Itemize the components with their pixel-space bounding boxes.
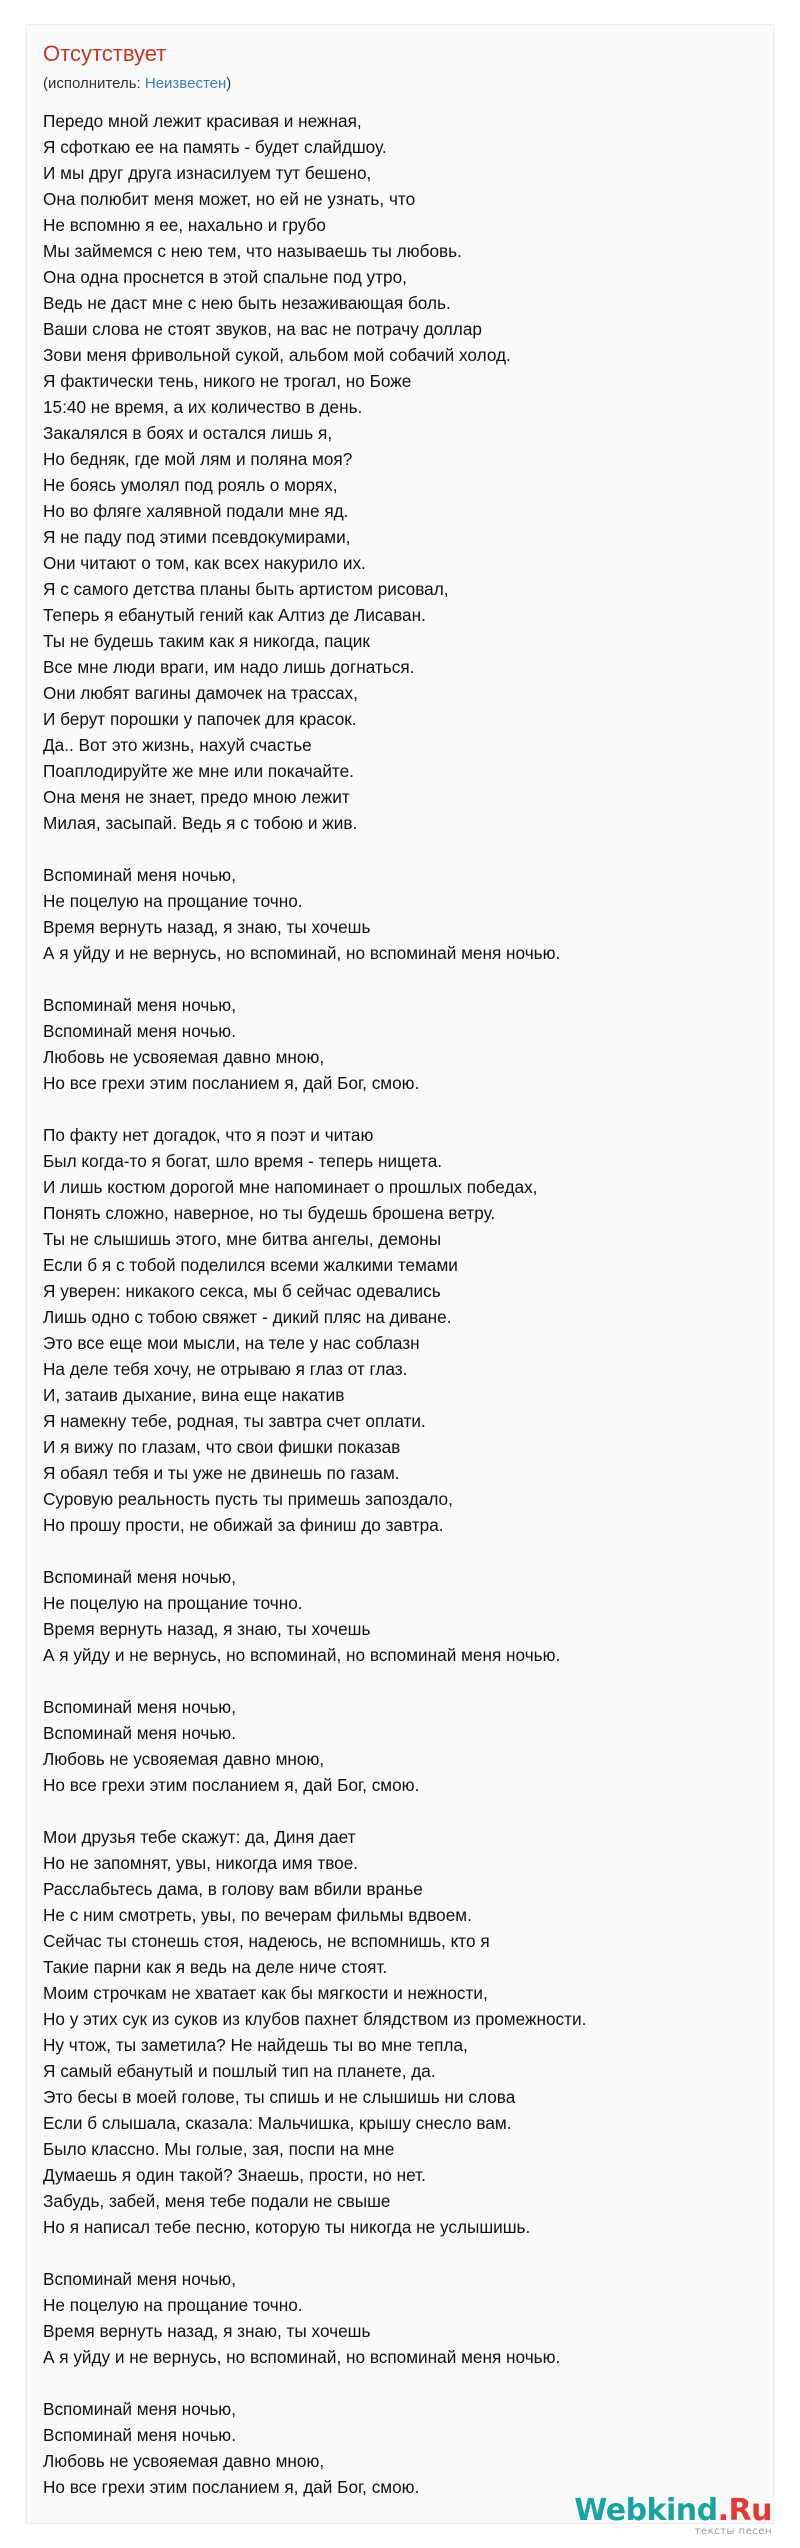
lyrics-line: Зови меня фривольной сукой, альбом мой собачий холод.	[43, 345, 511, 365]
lyrics-line: Ты не будешь таким как я никогда, пацик	[43, 631, 370, 651]
lyrics-line: Но все грехи этим посланием я, дай Бог, смою.	[43, 1775, 420, 1795]
lyrics-line: Вспоминай меня ночью.	[43, 1723, 236, 1743]
song-title: Отсутствует	[43, 41, 167, 66]
lyrics-line: Не боясь умолял под рояль о морях,	[43, 475, 338, 495]
lyrics-line: Не с ним смотреть, увы, по вечерам фильмы вдвоем.	[43, 1905, 472, 1925]
lyrics-line: Вспоминай меня ночью,	[43, 865, 236, 885]
lyrics-stanza	[43, 862, 768, 966]
lyrics-line: Ваши слова не стоят звуков, на вас не потрачу доллар	[43, 319, 482, 339]
lyrics-line: Время вернуть назад, я знаю, ты хочешь	[43, 917, 371, 937]
lyrics-line: Это бесы в моей голове, ты спишь и не слышишь ни слова	[43, 2087, 516, 2107]
logo-brand-main: Webkind	[574, 2493, 718, 2528]
lyrics-line: Но во фляге халявной подали мне яд.	[43, 501, 349, 521]
lyrics-line: А я уйду и не вернусь, но вспоминай, но вспоминай меня ночью.	[43, 1645, 561, 1665]
lyrics-line: Это все еще мои мысли, на теле у нас соблазн	[43, 1333, 420, 1353]
lyrics-line: Милая, засыпай. Ведь я с тобою и жив.	[43, 813, 358, 833]
lyrics-line: А я уйду и не вернусь, но вспоминай, но вспоминай меня ночью.	[43, 2347, 561, 2367]
lyrics-line: Но я написал тебе песню, которую ты никогда не услышишь.	[43, 2217, 531, 2237]
lyrics-line: Она одна проснется в этой спальне под утро,	[43, 267, 407, 287]
lyrics-line: Но бедняк, где мой лям и поляна моя?	[43, 449, 353, 469]
lyrics-line: Вспоминай меня ночью.	[43, 1021, 236, 1041]
lyrics-line: Мы займемся с нею тем, что называешь ты любовь.	[43, 241, 462, 261]
lyrics-line: Время вернуть назад, я знаю, ты хочешь	[43, 2321, 371, 2341]
stanza-gap	[43, 2240, 768, 2266]
lyrics-line: Любовь не усвояемая давно мною,	[43, 2451, 325, 2471]
logo-brand	[574, 2494, 772, 2528]
artist-link[interactable]: Неизвестен	[144, 75, 227, 92]
lyrics-line: Но не запомнят, увы, никогда имя твое.	[43, 1853, 359, 1873]
lyrics-line: Если б я с тобой поделился всеми жалкими темами	[43, 1255, 458, 1275]
stanza-gap	[43, 1096, 768, 1122]
lyrics-line: Был когда-то я богат, шло время - теперь нищета.	[43, 1151, 443, 1171]
lyrics-line: А я уйду и не вернусь, но вспоминай, но вспоминай меня ночью.	[43, 943, 561, 963]
lyrics-line: Все мне люди враги, им надо лишь догнаться.	[43, 657, 415, 677]
stanza-gap	[43, 836, 768, 862]
lyrics-line: Закалялся в боях и остался лишь я,	[43, 423, 333, 443]
lyrics-line: Сейчас ты стонешь стоя, надеюсь, не вспомнишь, кто я	[43, 1931, 490, 1951]
lyrics-line: Вспоминай меня ночью,	[43, 1697, 236, 1717]
lyrics-line: Вспоминай меня ночью,	[43, 995, 236, 1015]
lyrics-line: И берут порошки у папочек для красок.	[43, 709, 357, 729]
lyrics-stanza	[43, 1564, 768, 1668]
logo-brand-tld: .Ru	[717, 2493, 772, 2528]
lyrics-line: Если б слышала, сказала: Мальчишка, крышу снесло вам.	[43, 2113, 512, 2133]
lyrics-line: Не поцелую на прощание точно.	[43, 1593, 303, 1613]
lyrics-line: Лишь одно с тобою свяжет - дикий пляс на диване.	[43, 1307, 452, 1327]
lyrics-line: Не вспомню я ее, нахально и грубо	[43, 215, 326, 235]
lyrics-line: И мы друг друга изнасилуем тут бешено,	[43, 163, 372, 183]
lyrics-line: Я самый ебанутый и пошлый тип на планете, да.	[43, 2061, 436, 2081]
lyrics-line: Забудь, забей, меня тебе подали не свыше	[43, 2191, 391, 2211]
logo-tagline: тексты песен	[694, 2526, 772, 2537]
lyrics-line: Они любят вагины дамочек на трассах,	[43, 683, 358, 703]
lyrics-line: Передо мной лежит красивая и нежная,	[43, 111, 362, 131]
lyrics-line: Мои друзья тебе скажут: да, Диня дает	[43, 1827, 356, 1847]
lyrics-line: Моим строчкам не хватает как бы мягкости и нежности,	[43, 1983, 488, 2003]
lyrics-line: Но у этих сук из суков из клубов пахнет блядством из промежности.	[43, 2009, 587, 2029]
lyrics-line: Думаешь я один такой? Знаешь, прости, но нет.	[43, 2165, 426, 2185]
lyrics-line: 15:40 не время, а их количество в день.	[43, 397, 363, 417]
lyrics-line: Не поцелую на прощание точно.	[43, 2295, 303, 2315]
artist-suffix: )	[226, 75, 232, 92]
site-logo[interactable]	[574, 2494, 772, 2538]
lyrics-line: Но все грехи этим посланием я, дай Бог, смою.	[43, 1073, 420, 1093]
lyrics-line: Я не паду под этими псевдокумирами,	[43, 527, 351, 547]
lyrics-line: Любовь не усвояемая давно мною,	[43, 1047, 325, 1067]
lyrics-line: Я с самого детства планы быть артистом рисовал,	[43, 579, 449, 599]
lyrics-line: Время вернуть назад, я знаю, ты хочешь	[43, 1619, 371, 1639]
stanza-gap	[43, 1798, 768, 1824]
lyrics-line: Она полюбит меня может, но ей не узнать, что	[43, 189, 416, 209]
lyrics-line: Я фактически тень, никого не трогал, но Боже	[43, 371, 412, 391]
lyrics-line: Но прошу прости, не обижай за финиш до завтра.	[43, 1515, 444, 1535]
lyrics-line: Теперь я ебанутый гений как Алтиз де Лисаван.	[43, 605, 426, 625]
lyrics-line: И, затаив дыхание, вина еще накатив	[43, 1385, 345, 1405]
lyrics-body	[43, 108, 768, 2500]
lyrics-line: Любовь не усвояемая давно мною,	[43, 1749, 325, 1769]
stanza-gap	[43, 966, 768, 992]
lyrics-line: Вспоминай меня ночью,	[43, 2269, 236, 2289]
lyrics-line: Ведь не даст мне с нею быть незаживающая боль.	[43, 293, 451, 313]
lyrics-line: Не поцелую на прощание точно.	[43, 891, 303, 911]
lyrics-line: Вспоминай меня ночью.	[43, 2425, 236, 2445]
artist-line	[43, 74, 763, 94]
lyrics-line: Вспоминай меня ночью,	[43, 1567, 236, 1587]
song-header	[43, 40, 763, 94]
lyrics-line: Ну чтож, ты заметила? Не найдешь ты во мне тепла,	[43, 2035, 468, 2055]
stanza-gap	[43, 1668, 768, 1694]
lyrics-line: Я обаял тебя и ты уже не двинешь по газам.	[43, 1463, 400, 1483]
lyrics-stanza	[43, 1122, 768, 1538]
lyrics-line: Суровую реальность пусть ты примешь запоздало,	[43, 1489, 453, 1509]
lyrics-line: Я уверен: никакого секса, мы б сейчас одевались	[43, 1281, 441, 1301]
lyrics-line: Я сфоткаю ее на память - будет слайдшоу.	[43, 137, 387, 157]
lyrics-line: На деле тебя хочу, не отрываю я глаз от глаз.	[43, 1359, 408, 1379]
lyrics-line: Расслабьтесь дама, в голову вам вбили вранье	[43, 1879, 423, 1899]
lyrics-line: Ты не слышишь этого, мне битва ангелы, демоны	[43, 1229, 442, 1249]
lyrics-line: По факту нет догадок, что я поэт и читаю	[43, 1125, 374, 1145]
lyrics-stanza	[43, 108, 768, 836]
lyrics-stanza	[43, 2396, 768, 2500]
lyrics-line: Понять сложно, наверное, но ты будешь брошена ветру.	[43, 1203, 496, 1223]
lyrics-line: Они читают о том, как всех накурило их.	[43, 553, 366, 573]
lyrics-line: И лишь костюм дорогой мне напоминает о прошлых победах,	[43, 1177, 538, 1197]
artist-prefix: (исполнитель:	[43, 75, 145, 92]
lyrics-line: Было классно. Мы голые, зая, поспи на мне	[43, 2139, 395, 2159]
lyrics-line: Да.. Вот это жизнь, нахуй счастье	[43, 735, 312, 755]
lyrics-stanza	[43, 2266, 768, 2370]
lyrics-line: И я вижу по глазам, что свои фишки показав	[43, 1437, 401, 1457]
lyrics-line: Но все грехи этим посланием я, дай Бог, смою.	[43, 2477, 420, 2497]
lyrics-line: Я намекну тебе, родная, ты завтра счет оплати.	[43, 1411, 426, 1431]
lyrics-line: Такие парни как я ведь на деле ниче стоят.	[43, 1957, 388, 1977]
lyrics-line: Поаплодируйте же мне или покачайте.	[43, 761, 354, 781]
lyrics-stanza	[43, 1694, 768, 1798]
stanza-gap	[43, 2370, 768, 2396]
stanza-gap	[43, 1538, 768, 1564]
lyrics-line: Она меня не знает, предо мною лежит	[43, 787, 350, 807]
lyrics-stanza	[43, 1824, 768, 2240]
lyrics-line: Вспоминай меня ночью,	[43, 2399, 236, 2419]
lyrics-stanza	[43, 992, 768, 1096]
